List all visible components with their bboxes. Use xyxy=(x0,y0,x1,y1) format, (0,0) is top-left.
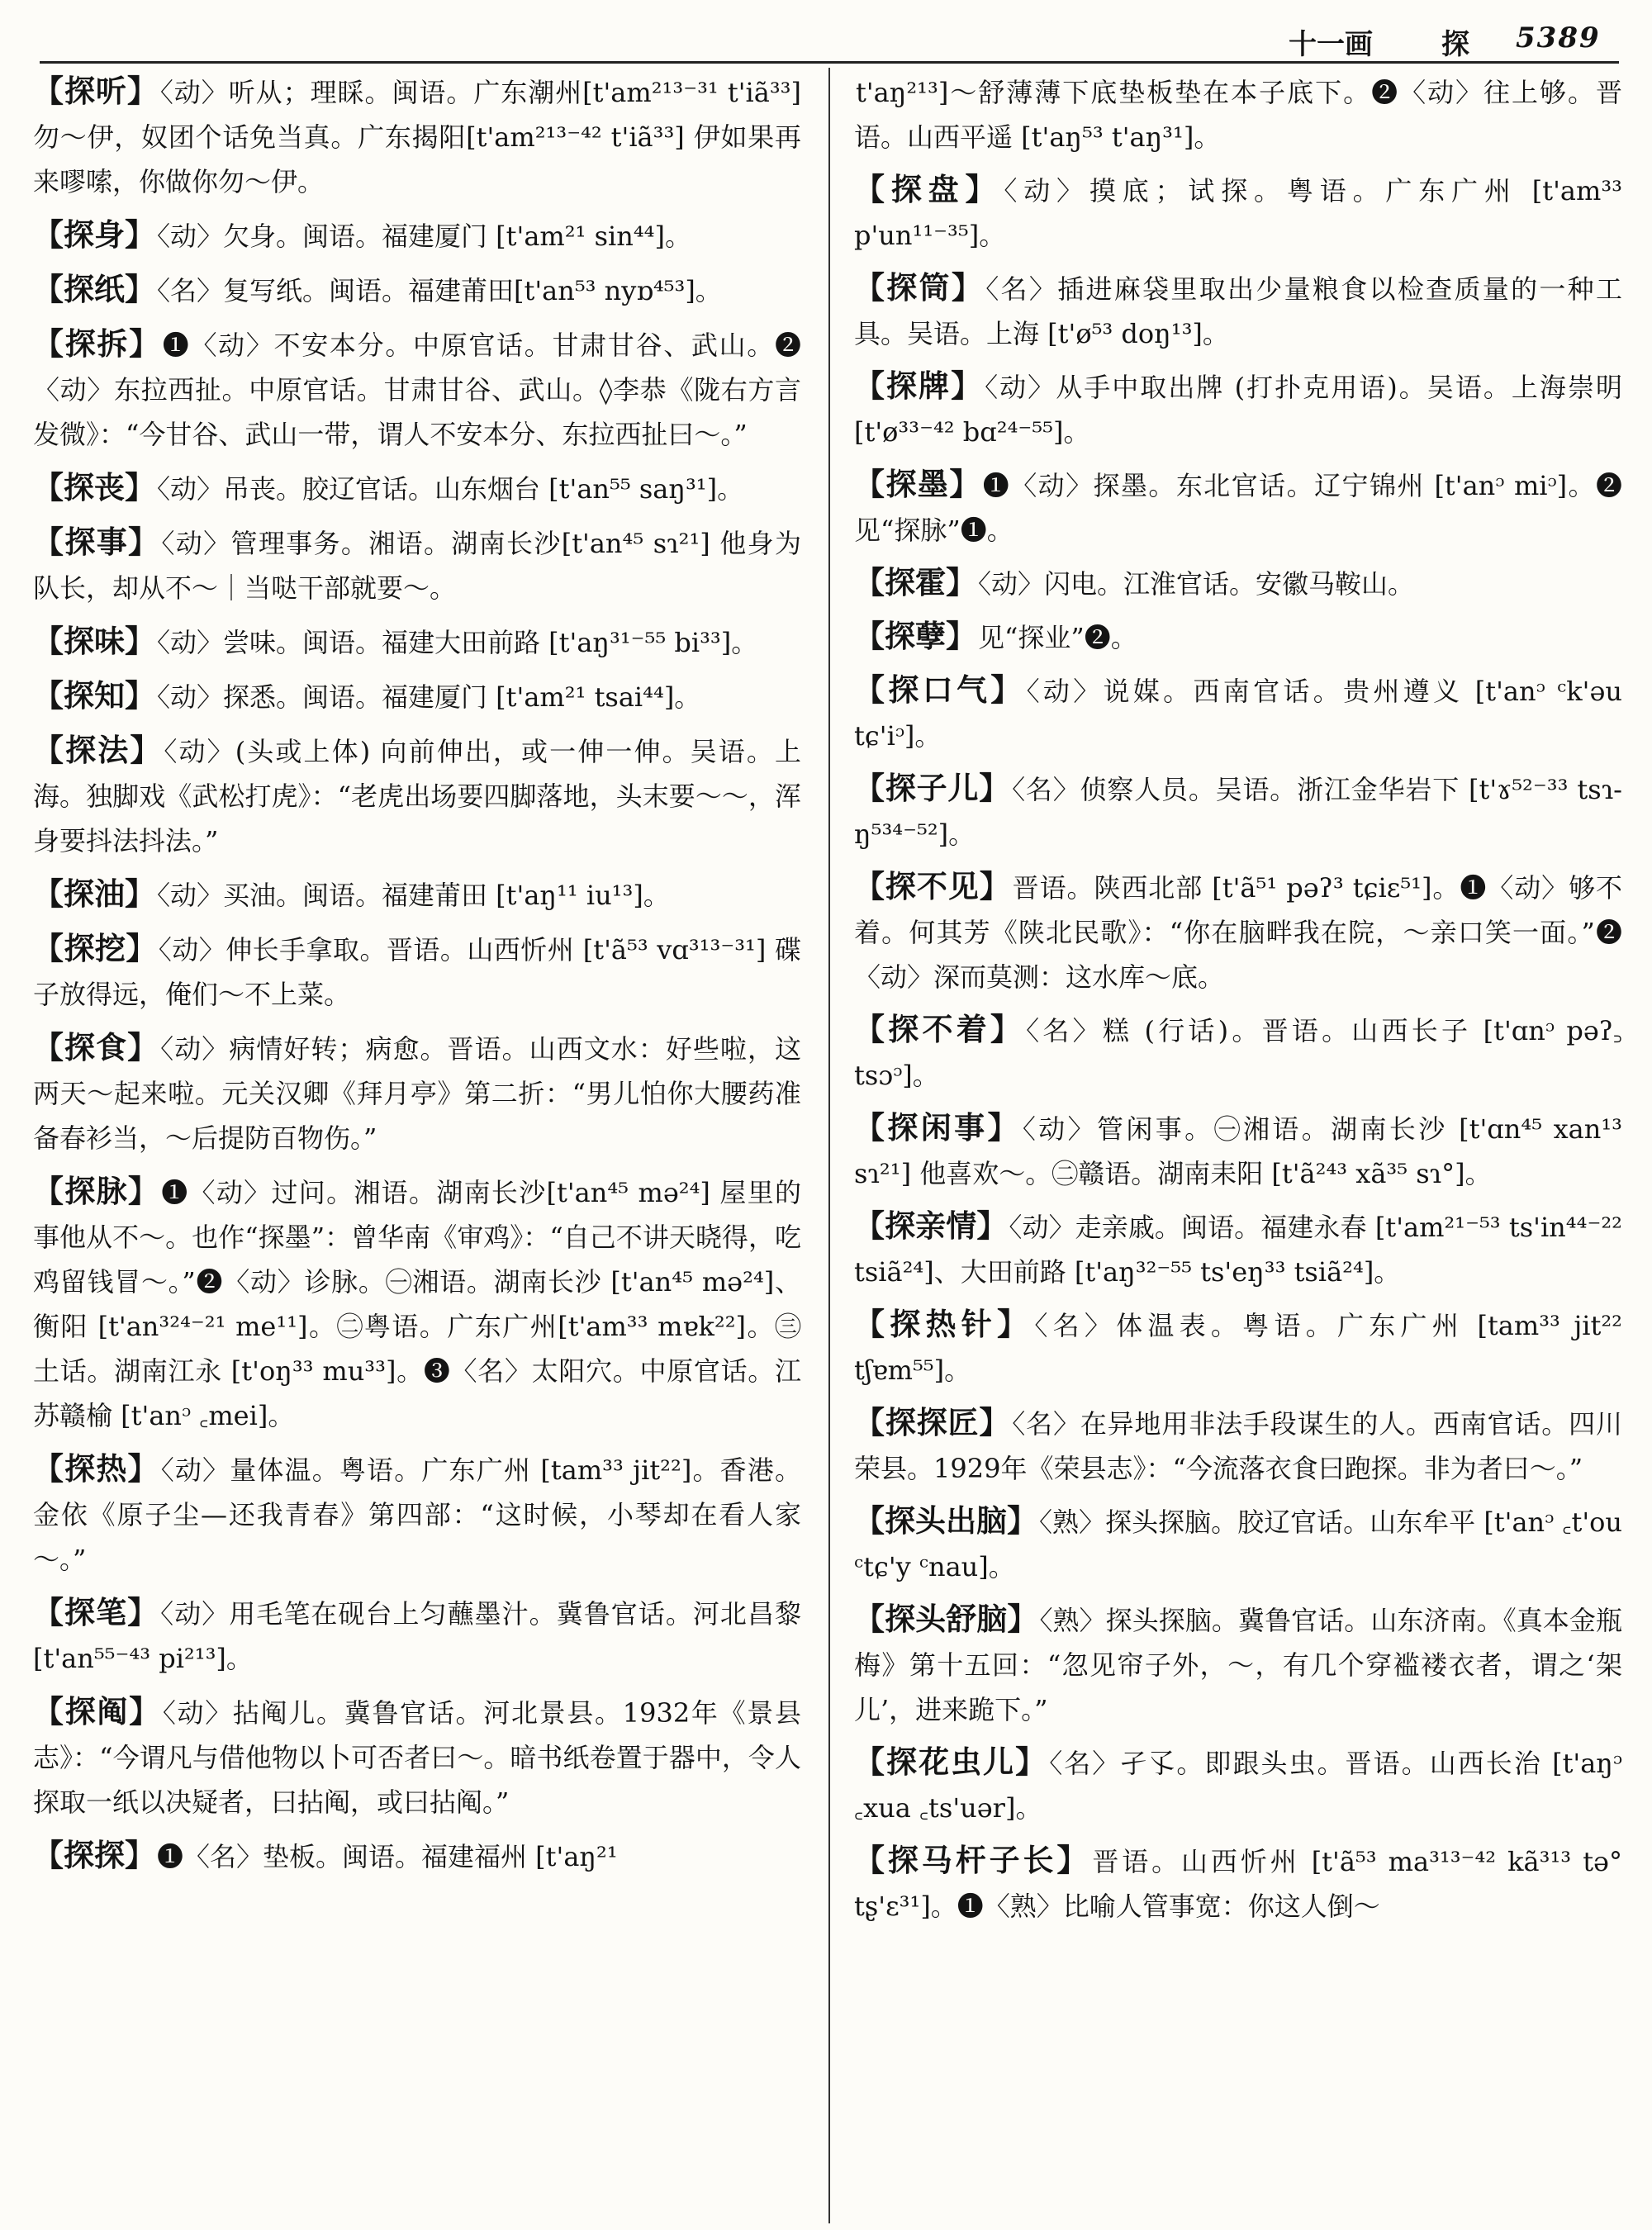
headword: 【探不着】 xyxy=(854,1012,1025,1047)
headword: 【探闲事】 xyxy=(854,1110,1021,1146)
entry xyxy=(854,1499,1622,1589)
entry xyxy=(33,1026,801,1160)
definition: 〈动〉(头或上体) 向前伸出，或一伸一伸。吴语。上海。独脚戏《武松打虎》：“老虎出场要四脚落地，头末要～～，浑身要抖法抖法。” xyxy=(33,736,801,856)
headword: 【探油】 xyxy=(33,876,155,912)
entry xyxy=(33,872,801,918)
entry xyxy=(854,865,1622,999)
definition: 〈动〉从手中取出牌 (打扑克用语)。吴语。上海崇明 [t'ø³³⁻⁴² bɑ²⁴⁻⁵⁵]。 xyxy=(854,372,1622,448)
headword: 【探子儿】 xyxy=(854,771,1011,806)
headword: 【探食】 xyxy=(33,1030,159,1065)
entry xyxy=(33,619,801,665)
definition: 〈动〉说媒。西南官话。贵州遵义 [t'anᵓ ᶜk'əu tɕ'iᵓ]。 xyxy=(854,676,1622,752)
headword: 【探知】 xyxy=(33,678,155,714)
entry xyxy=(854,614,1622,660)
definition: 〈动〉拈阄儿。冀鲁官话。河北景县。1932年《景县志》：“今谓凡与借他物以卜可否者曰～。暗书纸卷置于器中，令人探取一纸以决疑者，曰拈阄，或曰拈阄。” xyxy=(33,1697,801,1818)
definition: 〈动〉走亲戚。闽语。福建永春 [t'am²¹⁻⁵³ ts'in⁴⁴⁻²² tsiã²⁴]、大田前路 [t'aŋ³²⁻⁵⁵ ts'eŋ³³ tsiã²⁴]。 xyxy=(854,1212,1622,1288)
definition: 〈名〉糕 (行话)。晋语。山西长子 [t'ɑnᵓ pəʔ꜆ tsɔᵓ]。 xyxy=(854,1015,1622,1091)
entry xyxy=(854,1401,1622,1491)
definition: 见“探业”❷。 xyxy=(978,622,1137,653)
column-separator xyxy=(828,68,830,2223)
headword: 【探阄】 xyxy=(33,1694,161,1729)
headword: 【探热】 xyxy=(33,1451,159,1487)
definition: 〈动〉尝味。闽语。福建大田前路 [t'aŋ³¹⁻⁵⁵ bi³³]。 xyxy=(157,627,758,658)
definition: 〈名〉复写纸。闽语。福建莆田[t'an⁵³ nyɒ⁴⁵³]。 xyxy=(157,275,722,306)
headword: 【探马杆子长】 xyxy=(854,1843,1091,1878)
entry xyxy=(33,322,801,457)
headword: 【探事】 xyxy=(33,524,160,560)
headword: 【探丧】 xyxy=(33,470,155,505)
entry xyxy=(33,1447,801,1582)
definition: ❶〈名〉垫板。闽语。福建福州 [t'aŋ²¹ xyxy=(157,1841,618,1872)
entry xyxy=(854,1839,1622,1929)
headword: 【探亲情】 xyxy=(854,1208,1008,1244)
definition: 〈名〉侦察人员。吴语。浙江金华岩下 [t'ɤ⁵²⁻³³ tsɿ-ŋ⁵³⁴⁻⁵²]。 xyxy=(854,774,1622,850)
page-number: 5389 xyxy=(1516,21,1601,55)
entry xyxy=(854,168,1622,258)
definition: t'aŋ²¹³]～舒薄薄下底垫板垫在本子底下。❷〈动〉往上够。晋语。山西平遥 [t'aŋ⁵³ t'aŋ³¹]。 xyxy=(854,77,1622,153)
definition: 〈名〉在异地用非法手段谋生的人。西南官话。四川荣县。1929年《荣县志》：“今流落衣食曰跑探。非为者曰～。” xyxy=(854,1408,1622,1484)
entry xyxy=(33,466,801,511)
entry xyxy=(854,1106,1622,1196)
entry xyxy=(854,1597,1622,1732)
headword: 【探法】 xyxy=(33,733,163,768)
definition: 〈动〉欠身。闽语。福建厦门 [t'am²¹ sin⁴⁴]。 xyxy=(157,221,691,252)
definition: 〈熟〉探头探脑。冀鲁官话。山东济南。《真本金瓶梅》第十五回：“忽见帘子外，～，有几个穿褴褛衣者，谓之‘架儿’，进来跪下。” xyxy=(854,1605,1622,1725)
entry xyxy=(33,268,801,313)
definition: 〈动〉买油。闽语。福建莆田 [t'aŋ¹¹ iu¹³]。 xyxy=(157,880,670,911)
headword: 【探霍】 xyxy=(854,565,976,600)
definition: ❶〈动〉不安本分。中原官话。甘肃甘谷、武山。❷ 〈动〉东拉西扯。中原官话。甘肃甘谷、武山。◊李恭《陇右方言发微》：“今甘谷、武山一带，谓人不安本分、东拉西扯曰～。” xyxy=(33,330,801,450)
definition: 〈名〉孑孓。即跟头虫。晋语。山西长治 [t'aŋᵓ ꜀xua ꜀ts'uər]。 xyxy=(854,1748,1622,1824)
entry xyxy=(854,561,1622,606)
entry xyxy=(33,1591,801,1681)
headword: 【探孽】 xyxy=(854,619,976,654)
headword: 【探听】 xyxy=(33,74,159,109)
headword: 【探头出脑】 xyxy=(854,1503,1038,1539)
definition: 〈动〉伸长手拿取。晋语。山西忻州 [t'ã⁵³ vɑ³¹³⁻³¹] 碟子放得远，俺们～不上菜。 xyxy=(33,934,801,1010)
headword: 【探脉】 xyxy=(33,1174,160,1209)
entry xyxy=(33,927,801,1017)
entry xyxy=(854,364,1622,454)
definition: 〈动〉闪电。江淮官话。安徽马鞍山。 xyxy=(978,568,1415,600)
page-header xyxy=(1272,18,1619,59)
head-character: 探 xyxy=(1441,28,1469,61)
entry xyxy=(854,766,1622,856)
definition: 〈名〉体温表。粤语。广东广州 [tam³³ jit²² tʃɐm⁵⁵]。 xyxy=(854,1310,1622,1386)
headword: 【探笔】 xyxy=(33,1595,159,1630)
headword: 【探牌】 xyxy=(854,368,984,404)
definition: 〈动〉探悉。闽语。福建厦门 [t'am²¹ tsai⁴⁴]。 xyxy=(157,681,701,713)
definition: 〈动〉管理事务。湘语。湖南长沙[t'an⁴⁵ sɿ²¹] 他身为队长，却从不～｜当哒干部就要～。 xyxy=(33,528,801,604)
entry xyxy=(854,1204,1622,1294)
headword: 【探拆】 xyxy=(33,326,161,362)
entry xyxy=(33,520,801,610)
headword: 【探热针】 xyxy=(854,1307,1033,1342)
entry xyxy=(854,1302,1622,1393)
definition: 〈动〉用毛笔在砚台上匀蘸墨汁。冀鲁官话。河北昌黎 [t'an⁵⁵⁻⁴³ pi²¹³]。 xyxy=(33,1598,801,1674)
definition: 〈动〉病情好转；病愈。晋语。山西文水：好些啦，这两天～起来啦。元关汉卿《拜月亭》第二折：“男儿怕你大腰药准备春衫当，～后提防百物伤。” xyxy=(33,1033,801,1154)
definition: 〈动〉摸底；试探。粤语。广东广州 [t'am³³ p'un¹¹⁻³⁵]。 xyxy=(854,175,1622,251)
left-column xyxy=(33,69,801,2225)
entry xyxy=(854,668,1622,758)
definition: 〈动〉量体温。粤语。广东广州 [tam³³ jit²²]。香港。金依《原子尘—还我青春》第四部：“这时候，小琴却在看人家～。” xyxy=(33,1454,801,1575)
headword: 【探挖】 xyxy=(33,931,157,966)
header-rule xyxy=(40,61,1619,64)
entry xyxy=(33,1690,801,1824)
entry xyxy=(33,1170,801,1438)
headword: 【探不见】 xyxy=(854,869,1011,904)
entry-continued xyxy=(854,69,1622,159)
entry xyxy=(854,463,1622,553)
headword: 【探探匠】 xyxy=(854,1405,1011,1440)
definition: 晋语。陕西北部 [t'ã⁵¹ pəʔ³ tɕiɛ⁵¹]。❶〈动〉够不着。何其芳《陕北民歌》：“你在脑畔我在院，～亲口笑一面。”❷〈动〉深而莫测：这水库～底。 xyxy=(854,872,1622,993)
definition: 〈名〉插进麻袋里取出少量粮食以检查质量的一种工具。吴语。上海 [t'ø⁵³ doŋ¹³]。 xyxy=(854,273,1622,349)
headword: 【探墨】 xyxy=(854,467,981,502)
definition: ❶〈动〉过问。湘语。湖南长沙[t'an⁴⁵ mə²⁴] 屋里的事他从不～。也作“探墨”：曾华南《审鸡》：“自己不讲天晓得，吃鸡留钱冒～。”❷〈动〉诊脉。㊀湘语。湖南长沙 [t'an⁴⁵ mə²⁴]、衡阳 [t'an³²⁴⁻²¹ me¹¹]。㊁粤语。广东广州[t'am³³ mɐk²²]。㊂土话。湖南江永 [t'oŋ³³ mu³³]。❸〈名〉太阳穴。中原官话。江苏赣榆 [t'anᵓ ꜀mei]。 xyxy=(33,1177,801,1431)
headword: 【探花虫儿】 xyxy=(854,1744,1048,1780)
headword: 【探身】 xyxy=(33,217,155,253)
definition: 〈动〉吊丧。胶辽官话。山东烟台 [t'an⁵⁵ saŋ³¹]。 xyxy=(157,473,744,505)
section-label: 十一画 xyxy=(1289,28,1373,61)
definition: ❶〈动〉探墨。东北官话。辽宁锦州 [t'anᵓ miᵓ]。❷见“探脉”❶。 xyxy=(854,470,1622,546)
headword: 【探探】 xyxy=(33,1838,155,1873)
entry xyxy=(33,1834,801,1879)
definition: 晋语。山西忻州 [t'ã⁵³ ma³¹³⁻⁴² kã³¹³ tə° tʂ'ɛ³¹]。❶〈熟〉比喻人管事宽：你这人倒～ xyxy=(854,1846,1622,1922)
headword: 【探盘】 xyxy=(854,172,1003,207)
definition: 〈动〉听从；理睬。闽语。广东潮州[t'am²¹³⁻³¹ t'iã³³]勿～伊，奴团个话免当真。广东揭阳[t'am²¹³⁻⁴² t'iã³³] 伊如果再来嘐嗦，你做你勿～伊。 xyxy=(33,77,801,197)
headword: 【探筒】 xyxy=(854,270,985,306)
entry xyxy=(33,674,801,719)
entry xyxy=(854,1740,1622,1830)
headword: 【探味】 xyxy=(33,624,155,659)
entry xyxy=(33,69,801,204)
right-column xyxy=(854,69,1622,2225)
entry xyxy=(854,1008,1622,1098)
entry xyxy=(33,213,801,259)
definition: 〈动〉管闲事。㊀湘语。湖南长沙 [t'ɑn⁴⁵ xan¹³ sɿ²¹] 他喜欢～。㊁赣语。湖南耒阳 [t'ã²⁴³ xã³⁵ sɿ°]。 xyxy=(854,1113,1622,1189)
entry xyxy=(33,728,801,863)
headword: 【探纸】 xyxy=(33,272,155,307)
definition: 〈熟〉探头探脑。胶辽官话。山东牟平 [t'anᵓ ꜀t'ou ᶜtɕ'y ᶜnau]。 xyxy=(854,1506,1622,1582)
headword: 【探口气】 xyxy=(854,672,1025,708)
headword: 【探头舒脑】 xyxy=(854,1601,1038,1637)
entry xyxy=(854,266,1622,356)
